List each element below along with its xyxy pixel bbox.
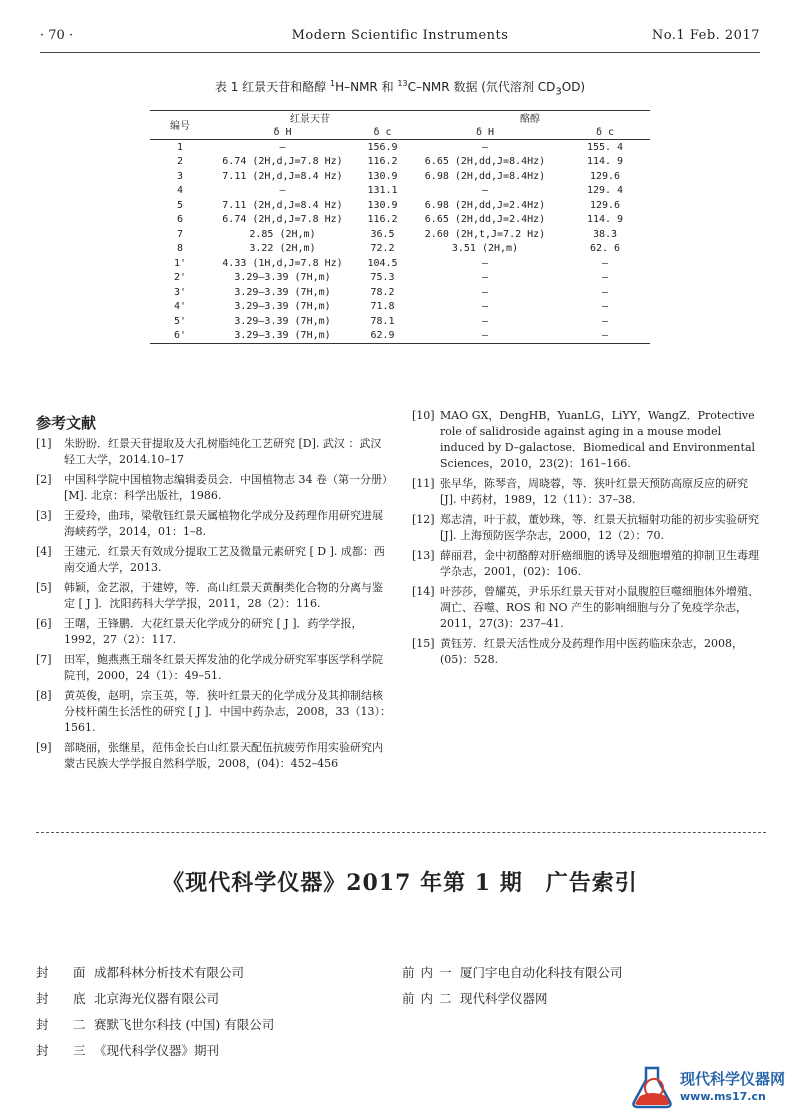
group-header-salidroside: 红景天苷 <box>290 114 330 125</box>
reference-number: [13] <box>412 549 435 562</box>
ad-position: 封 二 <box>36 1017 92 1032</box>
reference-text: 韩颖，金艺淑，于建婷，等．高山红景天黄酮类化合物的分离与鉴定 [ J ]．沈阳药科大学学报，2011，28（2）：116. <box>64 581 383 610</box>
reference-item <box>36 616 391 648</box>
table-cell: 7.11 (2H,d,J=8.4 Hz) <box>222 199 343 211</box>
table-caption: 表 1 红景天苷和酪醇 $^1$H–NMR 和 $^{13}$C–NMR 数据 (氘代溶剂 $CD_3OD$) <box>214 79 586 98</box>
reference-number: [7] <box>36 653 52 666</box>
journal-name: Modern Scientific Instruments <box>291 28 509 43</box>
table-cell: 62.9 <box>355 329 410 344</box>
watermark-name: 现代科学仪器网 <box>680 1070 786 1088</box>
table-cell: 2' <box>173 272 187 284</box>
reference-text: 张早华，陈琴音，周晓蓉，等．狭叶红景天预防高原反应的研究 [J]. 中药材，1989，12（11）：37–38. <box>440 477 748 506</box>
table-cell: 155. 4 <box>586 141 624 153</box>
references-column-right <box>412 408 764 672</box>
reference-text: 朱盼盼．红景天苷提取及大孔树脂纯化工艺研究 [D]. 武汉 ：武汉轻工大学，2014.10–17 <box>64 437 382 466</box>
table-cell: 6.65 (2H,dd,J=2.4Hz) <box>424 214 546 226</box>
reference-number: [15] <box>412 637 435 650</box>
col-header-dc: δ c <box>355 125 410 140</box>
table-cell: 6.74 (2H,d,J=7.8 Hz) <box>222 214 343 226</box>
ad-position: 前内二 <box>402 991 458 1006</box>
table-cell: 116.2 <box>367 156 398 168</box>
watermark-logo <box>628 1064 788 1110</box>
header-rule <box>40 52 760 53</box>
table-cell: 72.2 <box>370 243 395 255</box>
reference-text: 部晓丽，张继星，范伟金长白山红景天配伍抗疲劳作用实验研究内蒙古民族大学学报自然科学版，2008，(04)：452–456 <box>64 741 383 770</box>
reference-text: 郑志清，叶于菽，董妙珠，等．红景天抗辐射功能的初步实验研究 [J]. 上海预防医学杂志，2000，12（2）：70. <box>440 513 759 542</box>
table-cell: – <box>601 315 609 327</box>
reference-item <box>36 508 391 540</box>
ad-company: 北京海光仪器有限公司 <box>94 991 220 1006</box>
reference-item <box>412 584 764 632</box>
reference-text: 薛丽君，金中初酪醇对肝癌细胞的诱导及细胞增殖的抑制卫生毒理学杂志，2001，(02)：106. <box>440 549 759 578</box>
ad-index-left <box>36 960 274 1064</box>
table-cell: 3' <box>173 286 187 298</box>
reference-text: 田军，鲍燕燕王瑞冬红景天挥发油的化学成分研究军事医学科学院院刊，2000，24（1）：49–51. <box>64 653 383 682</box>
table-cell: 1 <box>176 141 184 153</box>
references-column-left <box>36 436 391 776</box>
table-cell: – <box>560 329 650 344</box>
table-cell: 38.3 <box>592 228 618 240</box>
table-cell: 6' <box>150 329 210 344</box>
table-cell: 130.9 <box>367 199 398 211</box>
table-cell: 78.1 <box>370 315 395 327</box>
reference-item <box>36 580 391 612</box>
reference-item <box>36 652 391 684</box>
watermark-url: www.ms17.cn <box>680 1090 766 1103</box>
ad-index-title: 《现代科学仪器》2017 年第 1 期 广告索引 <box>162 870 638 896</box>
ad-position: 封 面 <box>36 965 92 980</box>
reference-item <box>412 408 764 472</box>
reference-number: [12] <box>412 513 435 526</box>
references-heading: 参考文献 <box>36 414 97 432</box>
ad-company: 赛默飞世尔科技 (中国) 有限公司 <box>94 1017 275 1032</box>
reference-text: 黄英俊，赵明，宗玉英，等．狭叶红景天的化学成分及其抑制结核分枝杆菌生长活性的研究 [ J ]．中国中药杂志，2008，33（13）：1561. <box>64 689 391 734</box>
table-cell: 114. 9 <box>586 214 624 226</box>
reference-text: 黄钰芳．红景天活性成分及药理作用中医药临床杂志，2008，(05)：528. <box>440 637 743 666</box>
table-cell: – <box>601 286 609 298</box>
reference-number: [9] <box>36 741 52 754</box>
running-header <box>40 28 760 50</box>
ad-company: 《现代科学仪器》期刊 <box>94 1043 220 1058</box>
table-cell: 129.6 <box>589 199 621 211</box>
reference-number: [4] <box>36 545 52 558</box>
table-cell: 129. 4 <box>586 185 624 197</box>
table-cell: 6.98 (2H,dd,J=8.4Hz) <box>424 170 546 182</box>
table-cell: 129.6 <box>589 170 621 182</box>
table-cell: 6.74 (2H,d,J=7.8 Hz) <box>222 156 343 168</box>
reference-number: [1] <box>36 437 52 450</box>
reference-item <box>36 544 391 576</box>
table-row <box>150 227 650 242</box>
table-row <box>150 155 650 170</box>
table-cell: 3.29–3.39 (7H,m) <box>234 315 331 327</box>
reference-item <box>412 512 764 544</box>
group-header-tyrosol: 酪醇 <box>520 114 540 125</box>
table-cell: – <box>481 257 489 269</box>
table-cell: 104.5 <box>367 257 398 269</box>
table-cell: – <box>481 185 489 197</box>
table-cell: 131.1 <box>367 185 398 197</box>
table-row <box>150 285 650 300</box>
ad-company: 成都科林分析技术有限公司 <box>94 965 245 980</box>
table-row <box>150 140 650 155</box>
table-cell: 2.85 (2H,m) <box>249 228 316 240</box>
table-cell: 4 <box>176 185 184 197</box>
table-cell: 62. 6 <box>589 243 621 255</box>
table-cell: 4' <box>173 301 187 313</box>
reference-number: [5] <box>36 581 52 594</box>
nmr-table <box>150 110 650 344</box>
table-cell: 8 <box>176 243 184 255</box>
table-cell: 130.9 <box>367 170 398 182</box>
col-header-dc: δ c <box>560 125 650 140</box>
table-row <box>150 242 650 257</box>
col-header-number: 编号 <box>150 110 210 140</box>
issue-info: No.1 Feb. 2017 <box>651 28 760 43</box>
ad-entry <box>36 1012 274 1038</box>
col-header-dh: δ H <box>210 125 355 140</box>
table-cell: 3.51 (2H,m) <box>451 243 519 255</box>
table-cell: – <box>279 141 286 153</box>
table-row <box>150 256 650 271</box>
table-cell: – <box>279 185 286 197</box>
table-cell: 6 <box>176 214 184 226</box>
table-cell: 7 <box>176 228 184 240</box>
table-row <box>150 184 650 199</box>
reference-item <box>36 472 391 504</box>
reference-text: MAO GX，DengHB，YuanLG，LiYY，WangZ．Protective role of salidroside against aging in a mouse model induced by D–galactose．Biomedical and Environmental Sciences，2010，23(2)：161–166. <box>440 409 756 470</box>
table-cell: 71.8 <box>370 301 395 313</box>
reference-number: [8] <box>36 689 52 702</box>
reference-number: [2] <box>36 473 52 486</box>
reference-item <box>412 548 764 580</box>
table-cell: 2.60 (2H,t,J=7.2 Hz) <box>424 228 546 240</box>
table-cell: – <box>481 315 489 327</box>
table-cell: 1' <box>173 257 187 269</box>
page-number: · 70 · <box>40 28 74 43</box>
reference-number: [6] <box>36 617 52 630</box>
table-cell: 3.22 (2H,m) <box>249 243 316 255</box>
ad-entry <box>36 960 274 986</box>
table-cell: – <box>601 257 609 269</box>
table-cell: – <box>601 301 609 313</box>
table-cell: – <box>481 301 489 313</box>
table-cell: 3 <box>176 170 184 182</box>
table-cell: – <box>481 286 489 298</box>
ad-company: 厦门宇电自动化科技有限公司 <box>460 965 623 980</box>
table-cell: 116.2 <box>367 214 398 226</box>
table-cell: 75.3 <box>370 272 395 284</box>
reference-text: 王建元．红景天有效成分提取工艺及微量元素研究 [ D ]. 成都：西南交通大学，2013. <box>64 545 385 574</box>
reference-number: [14] <box>412 585 435 598</box>
table-cell: 7.11 (2H,d,J=8.4 Hz) <box>222 170 343 182</box>
ad-entry <box>36 1038 274 1064</box>
reference-item <box>36 740 391 772</box>
reference-item <box>36 436 391 468</box>
table-row <box>150 169 650 184</box>
table-cell: 2 <box>176 156 184 168</box>
table-cell: 6.65 (2H,dd,J=8.4Hz) <box>424 156 546 168</box>
ad-entry <box>402 960 623 986</box>
reference-text: 叶莎莎，曾耀英，尹乐乐红景天苷对小鼠腹腔巨噬细胞体外增殖、凋亡、吞噬、ROS 和 NO 产生的影响细胞与分了免疫学杂志，2011，27(3)：237–41. <box>440 585 759 630</box>
table-cell: 3.29–3.39 (7H,m) <box>234 272 331 284</box>
reference-number: [11] <box>412 477 435 490</box>
reference-item <box>412 476 764 508</box>
table-cell: – <box>410 329 560 344</box>
ad-position: 封 底 <box>36 991 92 1006</box>
ad-position: 前内一 <box>402 965 458 980</box>
table-row <box>150 198 650 213</box>
table-cell: – <box>481 272 489 284</box>
table-row <box>150 329 650 344</box>
table-row <box>150 271 650 286</box>
table-cell: – <box>601 272 609 284</box>
table-cell: 78.2 <box>370 286 395 298</box>
col-header-dh: δ H <box>410 125 560 140</box>
table-cell: 5 <box>176 199 184 211</box>
reference-text: 王曙，王锋鹏．大花红景天化学成分的研究 [ J ]．药学学报，1992，27（2）：117. <box>64 617 363 646</box>
table-cell: 114. 9 <box>586 156 624 168</box>
reference-number: [3] <box>36 509 52 522</box>
reference-text: 王爱玲，曲玮，梁敬钰红景天属植物化学成分及药理作用研究进展海峡药学，2014，01：1–8. <box>64 509 383 538</box>
table-cell: 3.29–3.39 (7H,m) <box>210 329 355 344</box>
table-cell: – <box>481 141 489 153</box>
table-cell: 3.29–3.39 (7H,m) <box>234 286 331 298</box>
ad-entry <box>402 986 623 1012</box>
table-cell: 5' <box>173 315 187 327</box>
table-cell: 156.9 <box>367 141 398 153</box>
table-row <box>150 300 650 315</box>
flask-icon <box>628 1064 678 1110</box>
table-row <box>150 314 650 329</box>
reference-number: [10] <box>412 409 435 422</box>
ad-index-right <box>402 960 623 1012</box>
table-cell: 4.33 (1H,d,J=7.8 Hz) <box>222 257 343 269</box>
reference-item <box>412 636 764 668</box>
table-cell: 36.5 <box>370 228 395 240</box>
ad-company: 现代科学仪器网 <box>460 991 548 1006</box>
reference-text: 中国科学院中国植物志编辑委员会．中国植物志 34 卷（第一分册）[M]. 北京：科学出版社，1986. <box>64 473 388 502</box>
table-cell: 6.98 (2H,dd,J=2.4Hz) <box>424 199 546 211</box>
ad-position: 封 三 <box>36 1043 92 1058</box>
reference-item <box>36 688 391 736</box>
table-row <box>150 213 650 228</box>
table-cell: 3.29–3.39 (7H,m) <box>234 301 331 313</box>
ad-entry <box>36 986 274 1012</box>
dashed-divider <box>36 832 766 833</box>
